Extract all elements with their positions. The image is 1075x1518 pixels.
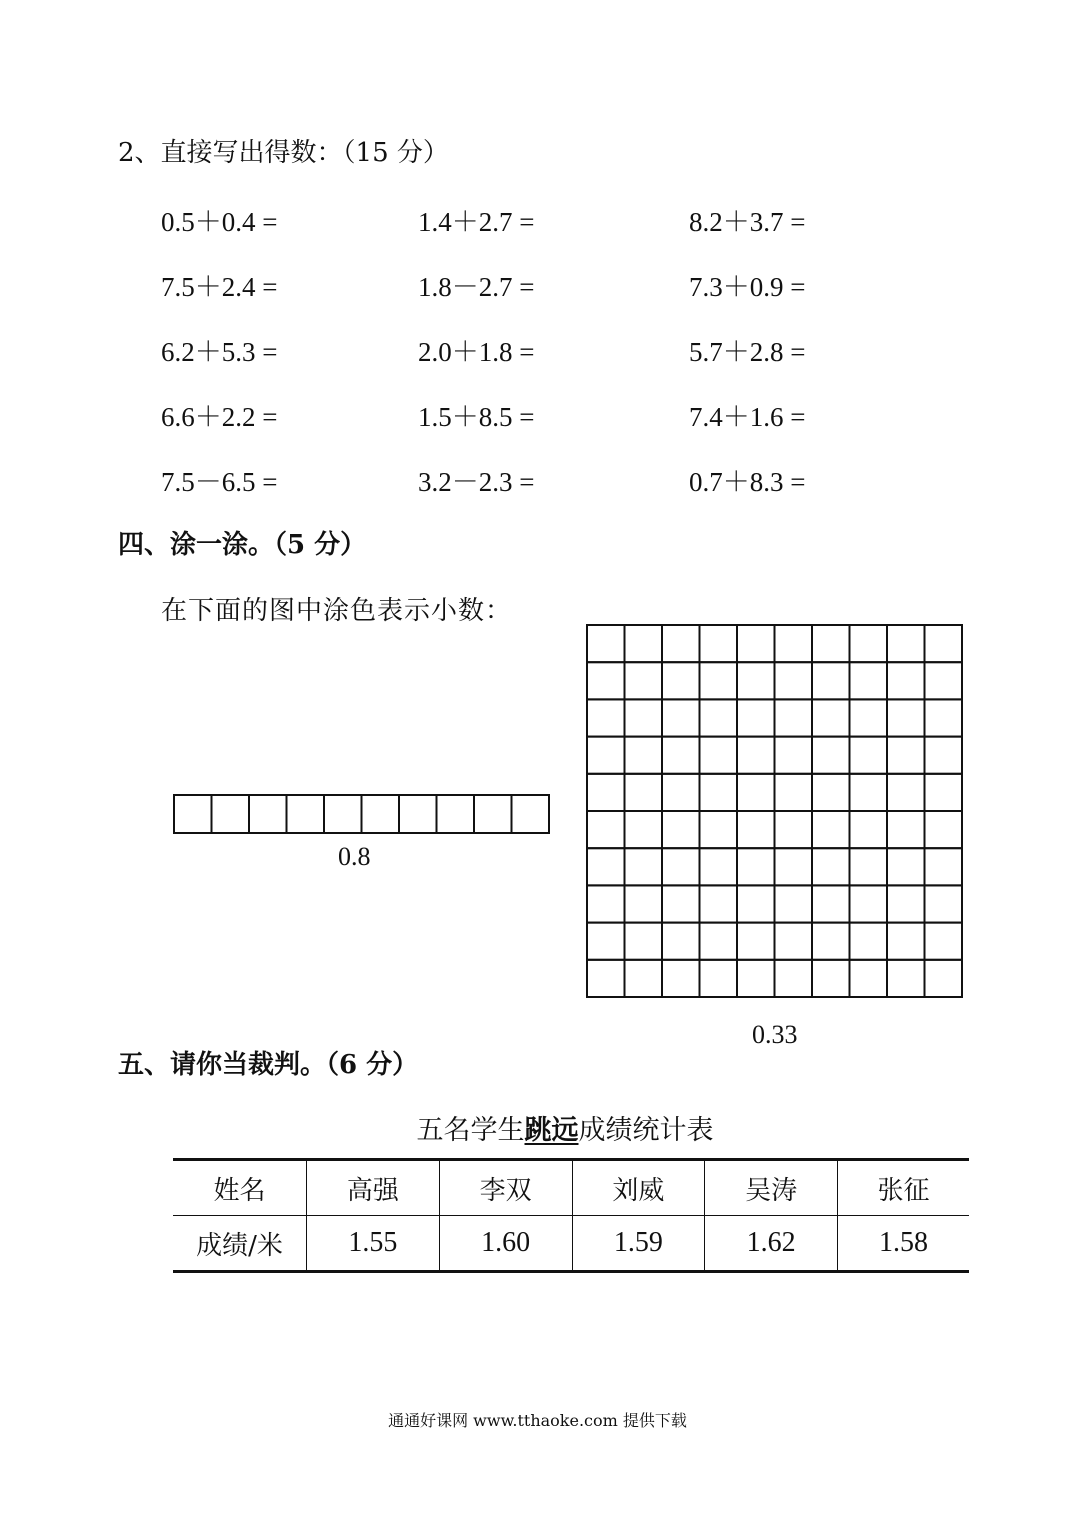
grid-cell[interactable] [587,699,625,736]
grid-cell[interactable] [850,737,888,774]
grid-cell[interactable] [737,885,775,922]
grid-cell[interactable] [625,923,663,960]
grid-cell[interactable] [625,662,663,699]
grid-cell[interactable] [887,885,925,922]
grid-cell[interactable] [587,662,625,699]
header-cell-name: 姓名 [173,1160,307,1216]
header-cell: 吴涛 [705,1160,838,1216]
strip-cell[interactable] [324,795,362,833]
grid-cell[interactable] [850,848,888,885]
problem-2-2: 1.8－2.7 = [418,272,535,302]
grid-cell[interactable] [700,885,738,922]
table-header-row [173,1160,969,1216]
problem-4-1: 6.6＋2.2 = [161,402,278,432]
grid-cell[interactable] [925,923,963,960]
grid-cell[interactable] [850,662,888,699]
grid-cell[interactable] [887,923,925,960]
grid-cell[interactable] [812,923,850,960]
grid-cell[interactable] [775,923,813,960]
grid-cell[interactable] [812,737,850,774]
grid-cell[interactable] [737,625,775,662]
grid-cell[interactable] [662,848,700,885]
problem-3-3: 5.7＋2.8 = [689,337,806,367]
grid-cell[interactable] [775,774,813,811]
grid-cell[interactable] [850,625,888,662]
grid-cell[interactable] [887,960,925,997]
grid-cell[interactable] [812,699,850,736]
grid-cell[interactable] [737,699,775,736]
grid-cell[interactable] [737,848,775,885]
grid-cell[interactable] [850,811,888,848]
grid-cell[interactable] [700,625,738,662]
grid-cell[interactable] [850,699,888,736]
problem-3-2: 2.0＋1.8 = [418,337,535,367]
grid-cell[interactable] [812,885,850,922]
problem-4-2: 1.5＋8.5 = [418,402,535,432]
grid-cell[interactable] [662,885,700,922]
table-score-row [173,1216,969,1272]
header-cell: 张征 [838,1160,970,1216]
grid-cell[interactable] [700,737,738,774]
grid-cell[interactable] [700,923,738,960]
grid-caption: 0.33 [752,1020,798,1049]
section-2-title: 2、直接写出得数：（15 分） [118,138,449,168]
grid-cell[interactable] [850,774,888,811]
score-cell: 1.55 [307,1216,440,1272]
grid-cell[interactable] [587,848,625,885]
grid-cell[interactable] [737,774,775,811]
grid-cell[interactable] [812,774,850,811]
grid-cell[interactable] [887,848,925,885]
strip-cell[interactable] [512,795,550,833]
strip-cell[interactable] [174,795,212,833]
grid-cell[interactable] [925,625,963,662]
table-title-pre: 五名学生 [416,1115,525,1146]
grid-cell[interactable] [850,923,888,960]
strip-cell[interactable] [362,795,400,833]
strip-cell[interactable] [212,795,250,833]
grid-cell[interactable] [925,848,963,885]
grid-cell[interactable] [700,960,738,997]
header-cell: 李双 [439,1160,572,1216]
grid-cell[interactable] [587,885,625,922]
grid-cell[interactable] [662,625,700,662]
grid-cell[interactable] [625,774,663,811]
table-title [0,1108,1075,1147]
problem-2-3: 7.3＋0.9 = [689,272,806,302]
grid-cell[interactable] [662,774,700,811]
score-cell: 1.62 [705,1216,838,1272]
grid-cell[interactable] [887,774,925,811]
grid-cell[interactable] [737,811,775,848]
grid-cell[interactable] [812,662,850,699]
grid-cell[interactable] [625,848,663,885]
grid-cell[interactable] [587,625,625,662]
grid-cell[interactable] [925,774,963,811]
strip-cell[interactable] [474,795,512,833]
grid-cell[interactable] [700,662,738,699]
grid-cell[interactable] [925,811,963,848]
grid-cell[interactable] [737,960,775,997]
grid-cell[interactable] [775,625,813,662]
grid-cell[interactable] [662,923,700,960]
problem-4-3: 7.4＋1.6 = [689,402,806,432]
header-cell: 高强 [307,1160,440,1216]
grid-cell[interactable] [625,737,663,774]
grid-cell[interactable] [625,699,663,736]
grid-cell[interactable] [625,625,663,662]
grid-cell[interactable] [775,737,813,774]
grid-cell[interactable] [775,811,813,848]
grid-cell[interactable] [887,625,925,662]
grid-cell[interactable] [625,885,663,922]
grid-cell[interactable] [587,960,625,997]
section-5-title: 五、请你当裁判。（6 分） [118,1050,419,1080]
section-4-instruction: 在下面的图中涂色表示小数： [161,596,513,626]
footer-text: 通通好课网 www.tthaoke.com 提供下载 [388,1411,687,1430]
grid-cell[interactable] [662,699,700,736]
grid-cell[interactable] [737,737,775,774]
strip-cell[interactable] [287,795,325,833]
strip-cell[interactable] [399,795,437,833]
grid-cell[interactable] [625,811,663,848]
grid-cell[interactable] [925,960,963,997]
score-cell: 1.60 [439,1216,572,1272]
grid-cell[interactable] [587,737,625,774]
grid-cell[interactable] [775,885,813,922]
grid-cell[interactable] [587,923,625,960]
grid-cell[interactable] [850,960,888,997]
hundredths-grid[interactable] [585,623,965,999]
grid-cell[interactable] [587,774,625,811]
grid-cell[interactable] [887,662,925,699]
score-cell: 1.58 [838,1216,970,1272]
strip-caption: 0.8 [338,842,371,871]
problem-1-3: 8.2＋3.7 = [689,207,806,237]
grid-cell[interactable] [925,737,963,774]
grid-cell[interactable] [775,848,813,885]
table-title-underlined: 跳远 [524,1115,579,1146]
grid-cell[interactable] [737,923,775,960]
grid-cell[interactable] [700,774,738,811]
grid-cell[interactable] [662,811,700,848]
grid-cell[interactable] [812,625,850,662]
strip-cell[interactable] [249,795,287,833]
problem-1-1: 0.5＋0.4 = [161,207,278,237]
grid-cell[interactable] [887,699,925,736]
section-4-title: 四、涂一涂。（5 分） [118,530,367,560]
grid-cell[interactable] [662,662,700,699]
header-cell: 刘威 [572,1160,705,1216]
grid-cell[interactable] [887,737,925,774]
grid-cell[interactable] [925,699,963,736]
grid-cell[interactable] [700,699,738,736]
grid-cell[interactable] [700,848,738,885]
problem-5-3: 0.7＋8.3 = [689,467,806,497]
grid-cell[interactable] [812,848,850,885]
strip-cell[interactable] [437,795,475,833]
grid-cell[interactable] [625,960,663,997]
problem-5-1: 7.5－6.5 = [161,467,278,497]
tenths-strip[interactable] [172,793,552,835]
grid-cell[interactable] [587,811,625,848]
long-jump-table [173,1158,969,1273]
grid-cell[interactable] [775,662,813,699]
grid-cell[interactable] [775,699,813,736]
grid-cell[interactable] [737,662,775,699]
grid-cell[interactable] [925,662,963,699]
grid-cell[interactable] [700,811,738,848]
table-title-post: 成绩统计表 [578,1115,714,1146]
grid-cell[interactable] [775,960,813,997]
grid-cell[interactable] [812,811,850,848]
grid-cell[interactable] [662,737,700,774]
score-cell: 1.59 [572,1216,705,1272]
grid-cell[interactable] [662,960,700,997]
row-label-score: 成绩/米 [196,1230,283,1261]
problem-5-2: 3.2－2.3 = [418,467,535,497]
problem-3-1: 6.2＋5.3 = [161,337,278,367]
grid-cell[interactable] [887,811,925,848]
grid-cell[interactable] [925,885,963,922]
problem-2-1: 7.5＋2.4 = [161,272,278,302]
grid-cell[interactable] [812,960,850,997]
problem-1-2: 1.4＋2.7 = [418,207,535,237]
grid-cell[interactable] [850,885,888,922]
